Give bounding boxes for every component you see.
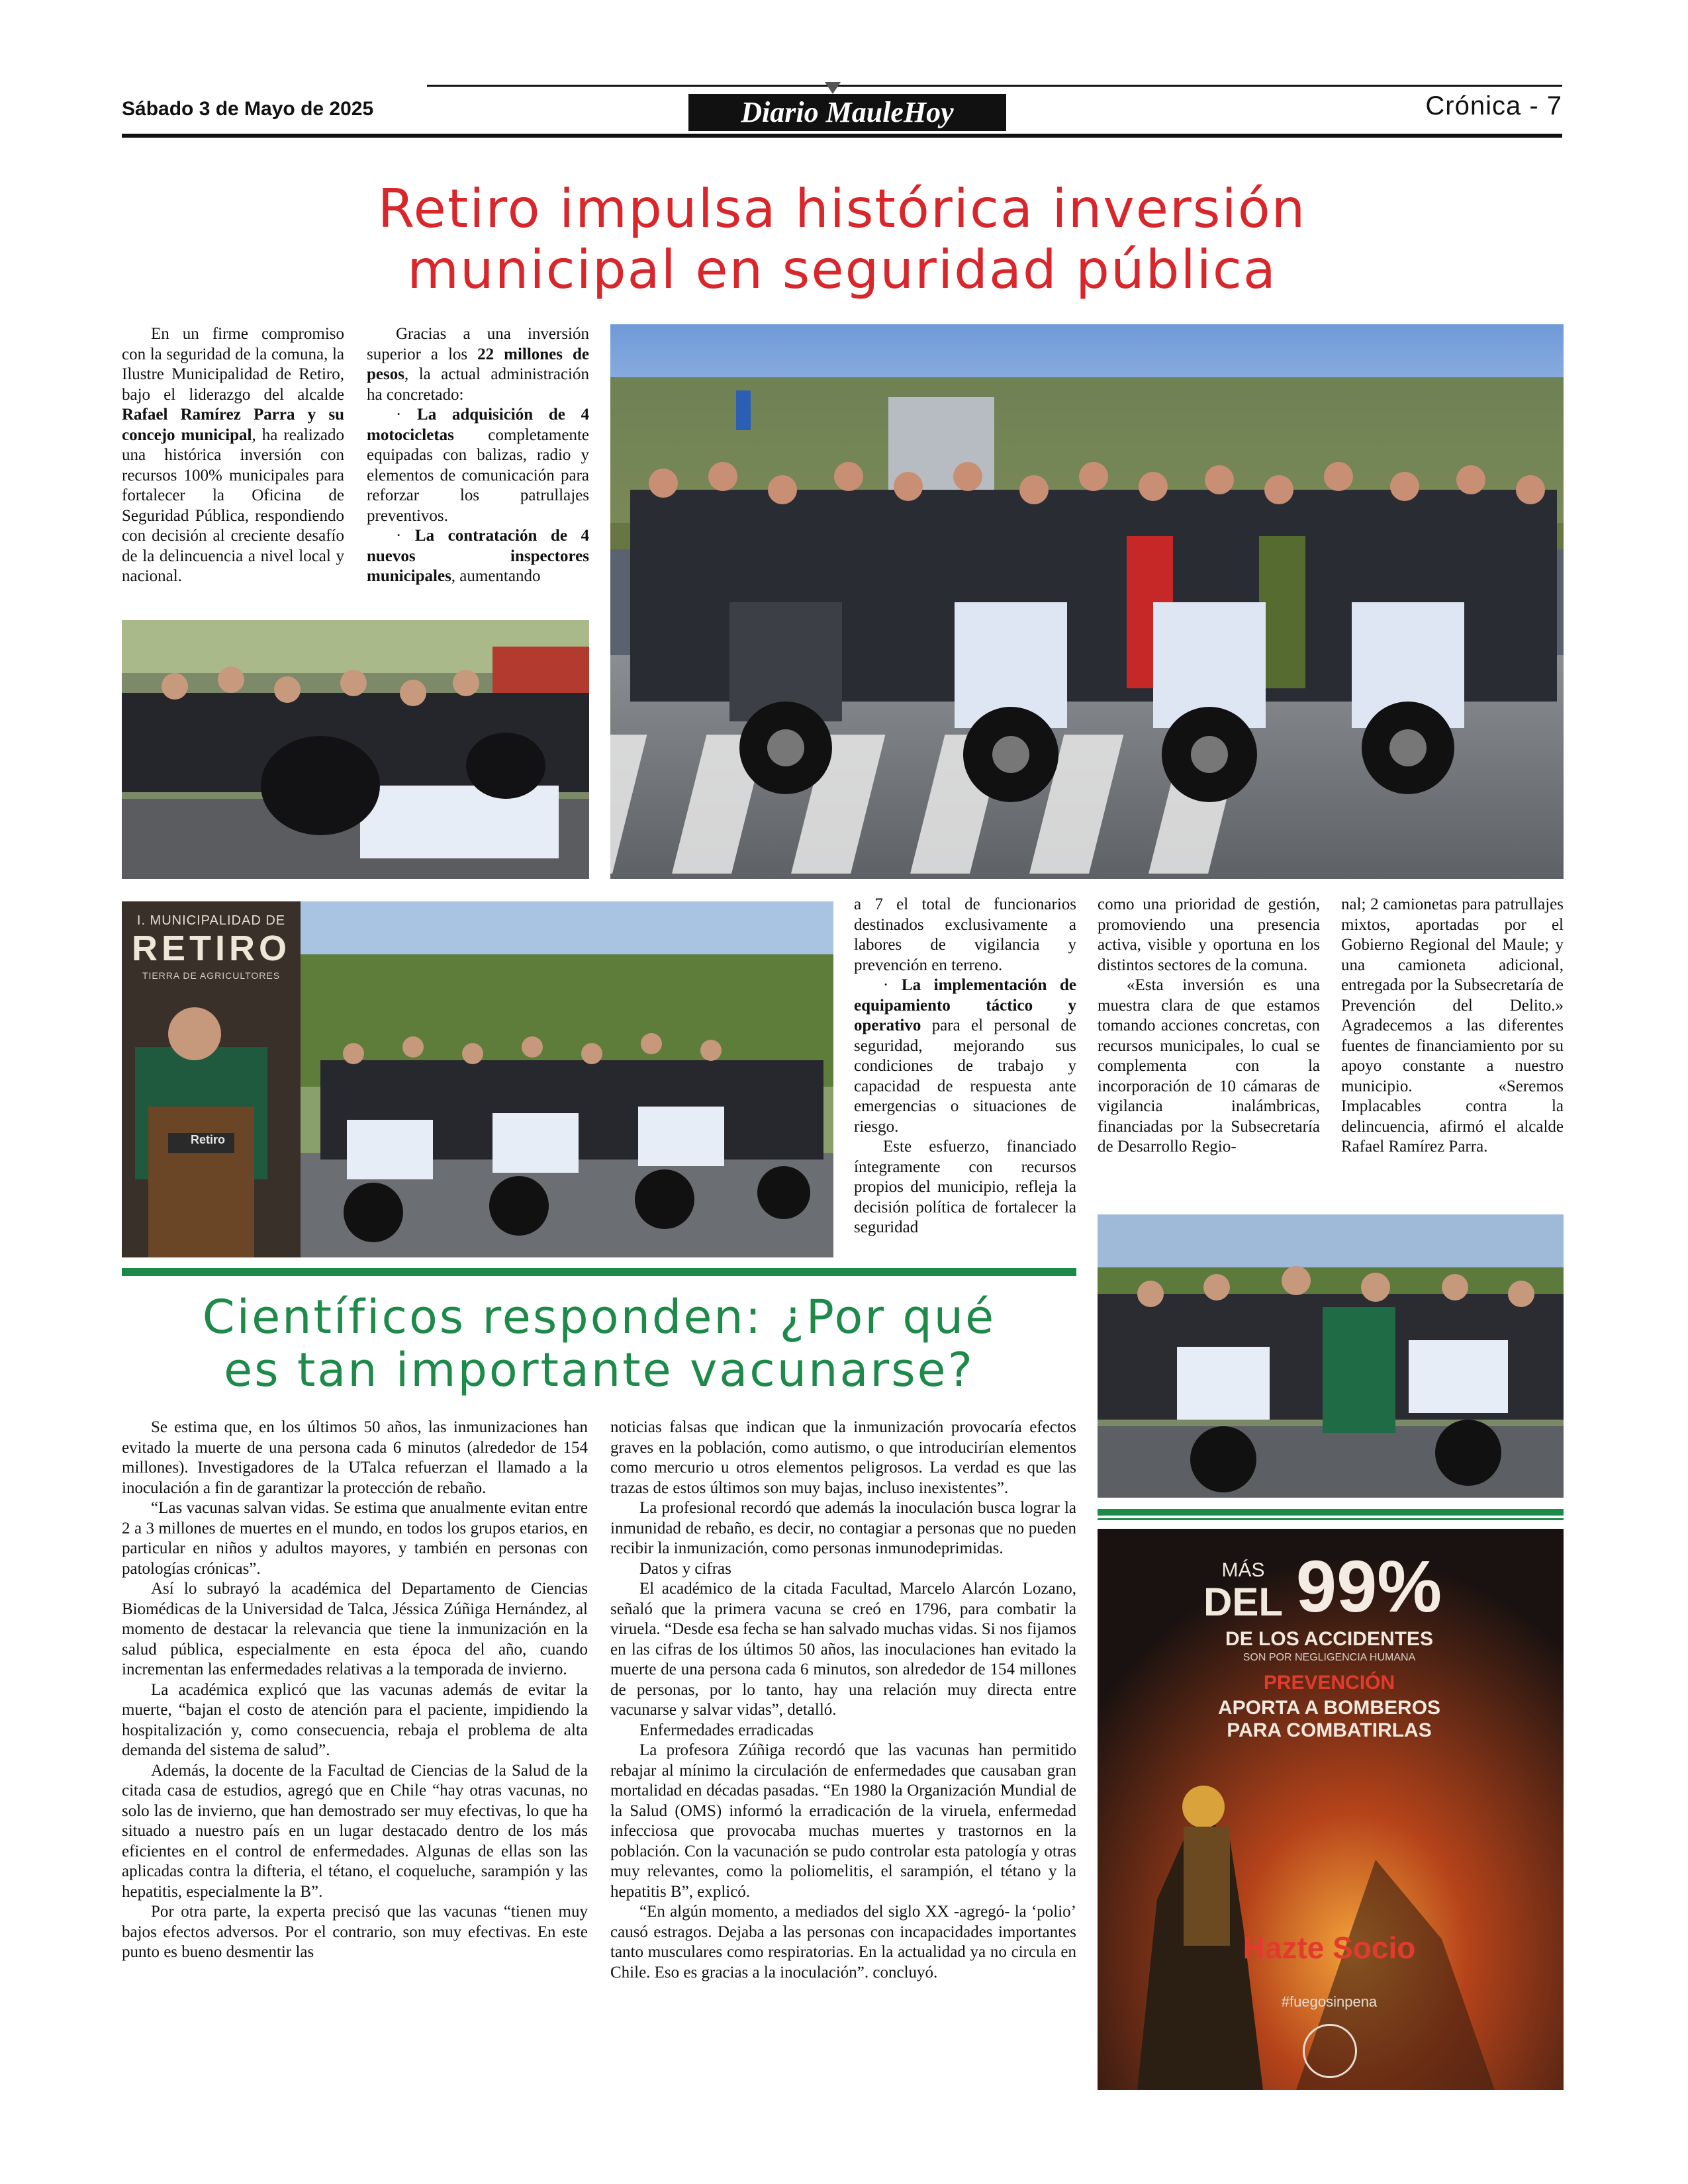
header-rule-bottom xyxy=(122,134,1562,138)
paragraph: La profesional recordó que además la inoculación busca lograr la inmunidad de rebaño, es decir, no contagiar a personas que no pueden recibir la inmunización, como personas inmunodeprimidas. xyxy=(610,1499,1076,1557)
ad-line-combat: PARA COMBATIRLAS xyxy=(1227,1719,1432,1741)
article-title-line: es tan importante vacunarse? xyxy=(224,1343,974,1397)
paragraph: Por otra parte, la experta precisó que las vacunas “tienen muy bajos efectos adversos. Por el contrario, son muy efectivas. En este punto es bueno desmentir las xyxy=(122,1903,588,1961)
paragraph: · La contratación de 4 nuevos inspectores municipales, aumentando xyxy=(367,527,589,585)
paragraph: nal; 2 camionetas para patrullajes mixtos, aportadas por el Gobierno Regional del Maule; y una camioneta adicional, entregada por la Subsecretaría de Prevención del Delito.» Agradecemos a las diferentes fuentes de financiamiento por su apoyo constante a nuestro municipio. «Seremos Implacables contra la delincuencia, afirmó el alcalde Rafael Ramírez Parra. xyxy=(1341,895,1564,1156)
paragraph: “En algún momento, a mediados del siglo XX -agregó- la ‘polio’ causó estragos. Dejaba a las personas con incapacidades importantes tanto musculares como respiratorias. En la actualidad ya no circula en Chile. Eso es gracias a la inoculación”. concluyó. xyxy=(610,1903,1076,1981)
paragraph: · La implementación de equipamiento táctico y operativo para el personal de seguridad, mejorando sus condiciones de trabajo y capacidad de respuesta ante emergencias o situaciones de riesgo. xyxy=(854,976,1076,1136)
paragraph: En un firme compromiso con la seguridad de la comuna, la Ilustre Municipalidad de Retiro, bajo el liderazgo del alcalde Rafael Ramírez Parra y su concejo municipal, ha realizado una histórica inversión con recursos 100% municipales para fortalecer la Oficina de Seguridad Pública, respondiendo con decisión al creciente desafío de la delincuencia a nivel local y nacional. xyxy=(122,325,344,585)
issue-date: Sábado 3 de Mayo de 2025 xyxy=(122,98,374,120)
article1-column-2 xyxy=(367,324,589,587)
paragraph: “Las vacunas salvan vidas. Se estima que anualmente evitan entre 2 a 3 millones de muertes en el mundo, en todos los grupos etarios, en particular en niños y adultos mayores, y también en personas con patologías crónicas”. xyxy=(122,1499,588,1578)
paragraph: · La adquisición de 4 motocicletas completamente equipadas con balizas, radio y elementos de comunicación para reforzar los patrullajes preventivos. xyxy=(367,406,590,525)
article-title-security xyxy=(122,179,1562,300)
banner-municipality-tagline: TIERRA DE AGRICULTORES xyxy=(142,970,281,981)
masthead-logo: Diario MauleHoy xyxy=(688,94,1006,131)
ad-mas-label: MÁS xyxy=(1221,1559,1265,1581)
banner-municipality-small: I. MUNICIPALIDAD DE xyxy=(136,913,286,928)
paragraph: Así lo subrayó la académica del Departamento de Ciencias Biomédicas de la Universidad de Talca, Jéssica Zúñiga Hernández, al momento de destacar la relevancia que tiene la inmunización en la salud pública, especialmente en esta época del año, cuando incrementan las enfermedades relativas a la temporada de invierno. xyxy=(122,1580,588,1678)
article1-column-4 xyxy=(1098,895,1320,1158)
paragraph: noticias falsas que indican que la inmunización provocaría efectos graves en la población, como autismo, o que introducirían elementos como mercurio u otros elementos peligrosos. La verdad es que las trazas de estos últimos son muy bajas, incluso inexistentes”. xyxy=(610,1418,1076,1497)
ad-cta-join[interactable]: Hazte Socio xyxy=(1243,1931,1416,1965)
article1-column-3 xyxy=(854,895,1076,1238)
firefighters-seal-icon xyxy=(1303,2024,1357,2078)
ad-top-rule-green xyxy=(1098,1509,1564,1516)
paragraph: a 7 el total de funcionarios destinados exclusivamente a labores de vigilancia y prevención en terreno. xyxy=(854,895,1076,974)
bold-text: Rafael Ramírez Parra y su concejo municipal xyxy=(122,406,344,444)
header-rule-top xyxy=(427,85,1562,87)
ad-firefighters[interactable] xyxy=(1098,1529,1564,2090)
article2-column-1 xyxy=(122,1418,588,1963)
ad-line-accidents: DE LOS ACCIDENTES xyxy=(1225,1628,1433,1650)
article2-column-2 xyxy=(610,1418,1076,1983)
paragraph: Se estima que, en los últimos 50 años, las inmunizaciones han evitado la muerte de una persona cada 6 minutos (alrededor de 154 millones). Investigadores de la UTalca refuerzan el llamado a la inoculación a fin de garantizar la protección de rebaño. xyxy=(122,1418,588,1497)
article1-column-1 xyxy=(122,324,344,587)
ad-line-prevention: PREVENCIÓN xyxy=(1263,1672,1395,1694)
paragraph: La profesora Zúñiga recordó que las vacunas han permitido rebajar al mínimo la circulación de enfermedades que causaban gran mortalidad en décadas pasadas. “En 1980 la Organización Mundial de la Salud (OMS) informó la erradicación de la viruela, enfermedad infecciosa que provocaba muchas muertes y trastornos en la población. Con la vacunación se pudo controlar esta patología y otras muy relevantes, como la poliomelitis, el sarampión, el tétano y la hepatitis B”, explicó. xyxy=(610,1741,1076,1901)
article-title-line: Retiro impulsa histórica inversión xyxy=(377,178,1307,240)
paragraph: Enfermedades erradicadas xyxy=(639,1721,814,1739)
paragraph: Gracias a una inversión superior a los 22 millones de pesos, la actual administración ha concretado: xyxy=(367,325,589,404)
photo-mayor-lectern xyxy=(122,901,833,1257)
photo-mayor-riders xyxy=(1098,1214,1564,1498)
article-title-line: Científicos responden: ¿Por qué xyxy=(202,1290,996,1344)
photo-inspectors-helmets xyxy=(122,620,589,879)
ad-hashtag: #fuegosinpena xyxy=(1281,1993,1378,2010)
bold-text: La adquisición de 4 motocicletas xyxy=(367,406,590,444)
bold-text: La implementación de equipamiento táctico y operativo xyxy=(854,976,1076,1034)
section-label: Crónica - 7 xyxy=(1425,91,1562,120)
article-title-vaccines xyxy=(122,1291,1076,1396)
bold-text: La contratación de 4 nuevos inspectores municipales xyxy=(367,527,589,585)
paragraph: Además, la docente de la Facultad de Ciencias de la Salud de la citada casa de estudios, agregó que en Chile “hay otras vacunas, no solo las de invierno, que han demostrado ser muy efectivas, lo que ha situado a nuestro país en un lugar destacado dentro de los más eficientes en el control de enfermedades. Algunas de ellas son las aplicadas contra la difteria, el tétano, el coqueluche, sarampión y las hepatitis, especialmente la B”. xyxy=(122,1761,588,1901)
masthead-pin-icon xyxy=(825,82,841,94)
ad-percent: 99% xyxy=(1295,1546,1442,1627)
ad-line-donate: APORTA A BOMBEROS xyxy=(1217,1697,1441,1719)
paragraph: «Esta inversión es una muestra clara de que estamos tomando acciones concretas, con recursos municipales, lo cual se complementa con la incorporación de 10 cámaras de vigilancia inalámbricas, financiadas por la Subsecretaría de Desarrollo Regio- xyxy=(1098,976,1320,1156)
banner-municipality-name: RETIRO xyxy=(131,929,291,968)
article2-top-rule xyxy=(122,1268,1076,1276)
article1-column-5 xyxy=(1341,895,1564,1158)
photo-group-motorcycles xyxy=(610,324,1564,879)
paragraph: como una prioridad de gestión, promoviendo una presencia activa, visible y oportuna en los distintos sectores de la comuna. xyxy=(1098,895,1320,974)
article-title-line: municipal en seguridad pública xyxy=(407,239,1277,300)
lectern-logo-text: Retiro xyxy=(190,1133,225,1146)
ad-del-label: DEL xyxy=(1203,1580,1283,1624)
ad-top-rule-thin xyxy=(1098,1518,1564,1520)
paragraph: La académica explicó que las vacunas además de evitar la muerte, “bajan el costo de atención para el paciente, impidiendo la hospitalización y, como consecuencia, rebaja el problema de alta demanda del sistema de salud”. xyxy=(122,1680,588,1759)
paragraph: Datos y cifras xyxy=(639,1559,731,1578)
ad-line-negligence: SON POR NEGLIGENCIA HUMANA xyxy=(1243,1652,1416,1663)
bold-text: 22 millones de pesos xyxy=(367,345,589,383)
paragraph: Este esfuerzo, financiado íntegramente con recursos propios del municipio, refleja la decisión política de fortalecer la seguridad xyxy=(854,1138,1076,1236)
paragraph: El académico de la citada Facultad, Marcelo Alarcón Lozano, señaló que la primera vacuna se creó en 1796, para combatir la viruela. “Desde esa fecha se han salvado muchas vidas. Si nos fijamos en las cifras de los últimos 50 años, las inoculaciones han evitado la muerte de una persona cada 6 minutos, son alrededor de 154 millones de personas, por lo tanto, hay una relación muy directa entre vacunarse y salvar vidas”, detalló. xyxy=(610,1580,1076,1719)
